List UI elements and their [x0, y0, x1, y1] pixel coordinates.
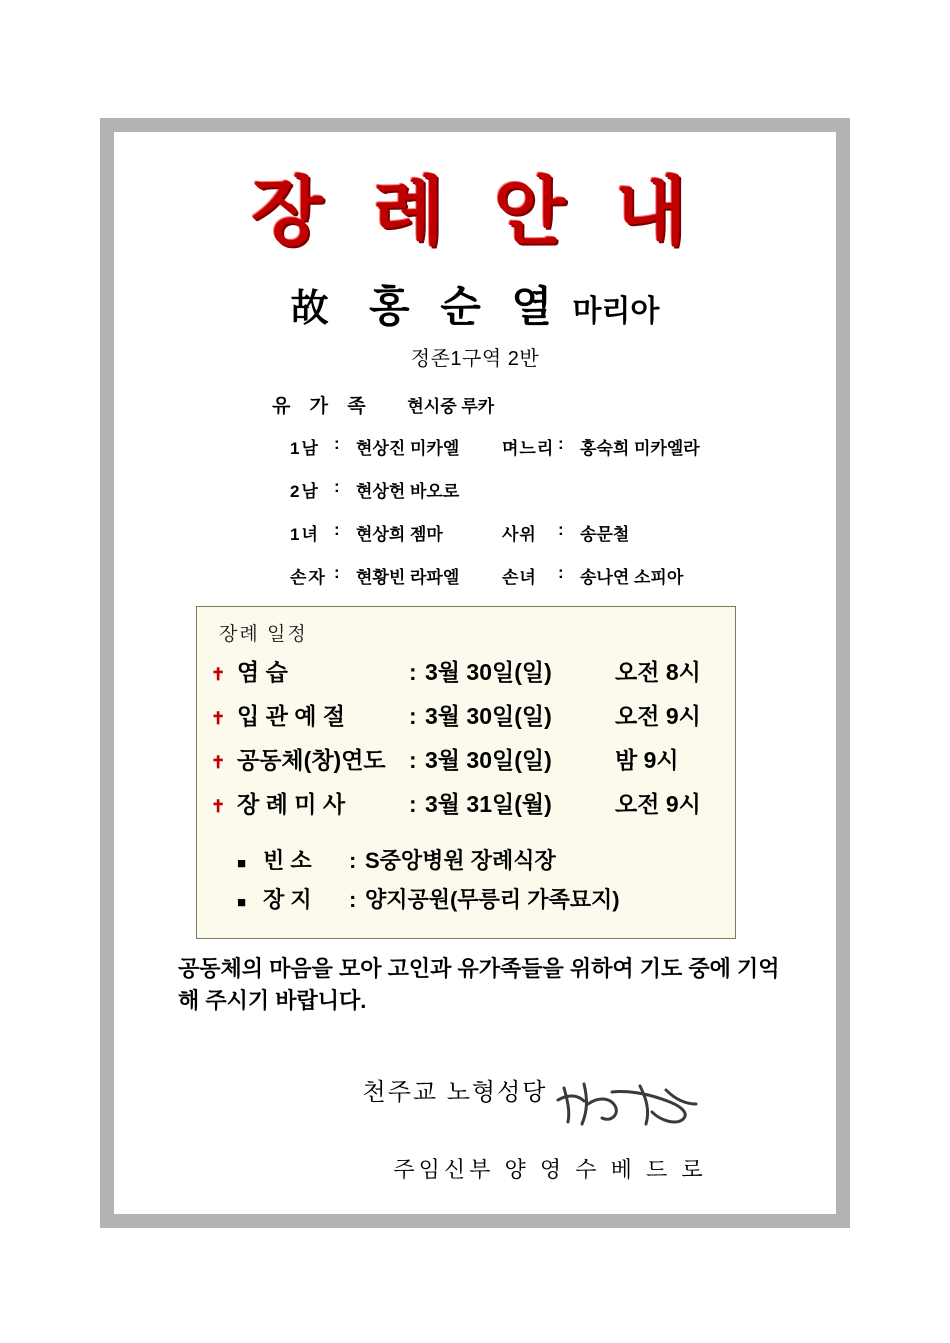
family-colon: : — [558, 433, 564, 453]
schedule-item-time: 오전 9시 — [615, 702, 701, 729]
schedule-item — [211, 786, 721, 819]
place-label: 빈 소 — [263, 847, 312, 873]
family-relation-label: 1녀 — [290, 524, 320, 544]
place-colon: : — [349, 886, 357, 912]
family-row — [150, 520, 800, 545]
family-head-label: 유 가 족 — [272, 395, 373, 417]
schedule-title: 장례 일정 — [219, 623, 308, 645]
place-value: 양지공원(무릉리 가족묘지) — [365, 886, 620, 912]
parish-name: 천주교 노형성당 — [362, 1079, 548, 1107]
closing-message: 공동체의 마음을 모아 고인과 유가족들을 위하여 기도 중에 기억해 주시기 바랍니다. — [178, 955, 780, 1013]
district-label: 정존1구역 2반 — [410, 347, 540, 370]
family-head-row — [272, 391, 800, 418]
family-colon: : — [334, 433, 340, 453]
schedule-item-name: 염 습 — [237, 658, 288, 685]
schedule-item-time: 오전 9시 — [615, 790, 701, 817]
place-value: S중앙병원 장례식장 — [365, 847, 556, 873]
place-item — [211, 844, 721, 875]
schedule-item-time: 밤 9시 — [615, 746, 679, 773]
schedule-colon: : — [409, 658, 417, 685]
square-bullet-icon: ■ — [237, 893, 247, 911]
schedule-item-name: 장 례 미 사 — [237, 790, 346, 817]
cross-bullet-icon: ✝ — [211, 752, 226, 772]
family-colon: : — [558, 519, 564, 539]
square-bullet-icon: ■ — [237, 854, 247, 872]
family-colon: : — [558, 562, 564, 582]
cross-bullet-icon: ✝ — [211, 708, 226, 728]
family-colon — [558, 477, 580, 502]
family-head-value: 현시중 루카 — [407, 396, 495, 416]
schedule-item-date: 3월 30일(일) — [425, 746, 552, 773]
schedule-colon: : — [409, 702, 417, 729]
signature-mark — [554, 1074, 704, 1136]
schedule-item-name: 입 관 예 절 — [237, 702, 346, 729]
schedule-box — [196, 606, 736, 939]
family-relation-label: 며느리 — [502, 438, 555, 458]
family-member-name: 현황빈 라파엘 — [356, 567, 460, 587]
family-member-name: 송문철 — [580, 524, 630, 544]
family-colon: : — [334, 562, 340, 582]
schedule-colon: : — [409, 790, 417, 817]
family-member-name: 현상희 젬마 — [356, 524, 443, 544]
family-relation-label: 손녀 — [502, 567, 537, 587]
document-sheet — [114, 132, 836, 1214]
family-relation-label: 손자 — [290, 567, 327, 587]
place-label: 장 지 — [263, 886, 312, 912]
priest-name: 주임신부 양 영 수 베 드 로 — [393, 1157, 707, 1183]
cross-bullet-icon: ✝ — [211, 664, 226, 684]
family-member-name: 홍숙희 미카엘라 — [580, 438, 700, 458]
page-title: 장 례 안 내 — [251, 169, 699, 255]
family-member-name: 송나연 소피아 — [580, 567, 684, 587]
schedule-item-date: 3월 31일(월) — [425, 790, 552, 817]
family-colon: : — [334, 476, 340, 496]
deceased-name: 홍 순 열 — [369, 281, 561, 331]
deceased-baptismal-name: 마리아 — [572, 293, 660, 329]
schedule-item — [211, 742, 721, 775]
family-relation-label: 사위 — [502, 524, 537, 544]
family-colon: : — [334, 519, 340, 539]
deceased-name-row — [150, 274, 800, 334]
schedule-item-date: 3월 30일(일) — [425, 702, 552, 729]
schedule-item-time: 오전 8시 — [615, 658, 701, 685]
place-colon: : — [349, 847, 357, 873]
family-relation-label: 1남 — [290, 438, 320, 458]
schedule-item-name: 공동체(창)연도 — [237, 746, 386, 773]
family-member-name: 현상진 미카엘 — [356, 438, 460, 458]
schedule-item — [211, 698, 721, 731]
family-section — [150, 391, 800, 588]
family-relation-label — [502, 477, 558, 502]
deceased-prefix: 故 — [290, 285, 331, 330]
document-page — [100, 118, 850, 1228]
cross-bullet-icon: ✝ — [211, 796, 226, 816]
family-member-name: 현상헌 바오로 — [356, 481, 460, 501]
schedule-item — [211, 654, 721, 687]
family-relation-label: 2남 — [290, 481, 320, 501]
schedule-colon: : — [409, 746, 417, 773]
document-footer — [150, 1072, 800, 1222]
family-row — [150, 434, 800, 459]
place-item — [211, 883, 721, 914]
family-row — [150, 477, 800, 502]
family-row — [150, 563, 800, 588]
schedule-item-date: 3월 30일(일) — [425, 658, 552, 685]
